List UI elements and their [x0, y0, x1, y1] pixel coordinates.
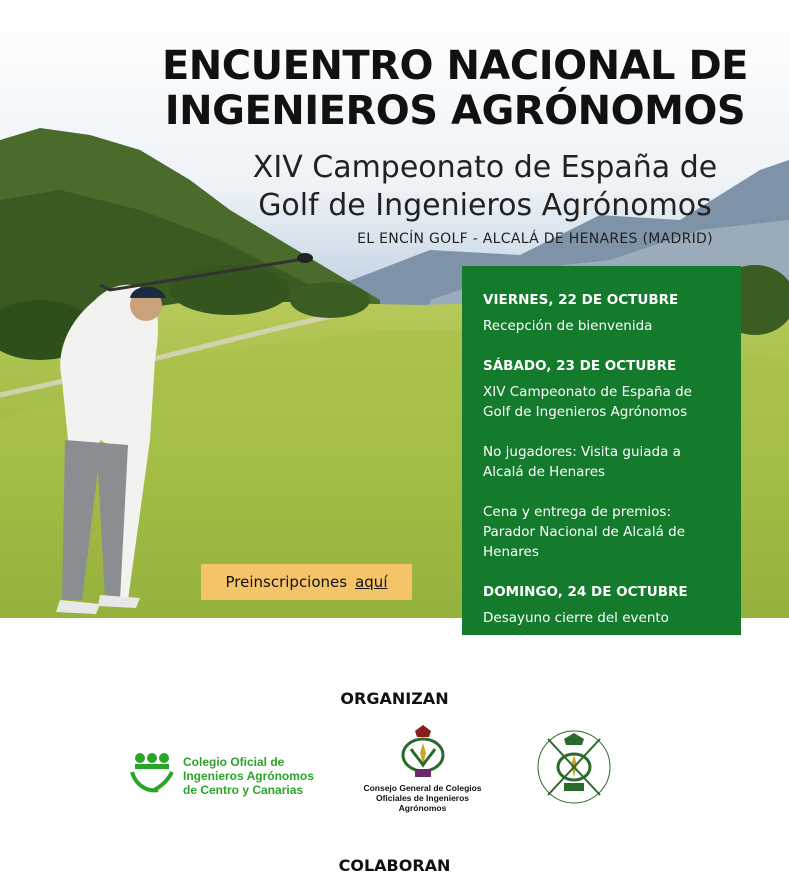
collaborators-heading: COLABORAN: [338, 856, 451, 875]
preregistration-label: Preinscripciones: [225, 573, 348, 591]
preregistration-link[interactable]: aquí: [355, 573, 388, 591]
colegio-emblem-icon: [128, 750, 180, 800]
consejo-logo[interactable]: [355, 725, 490, 820]
consejo-name: [355, 783, 490, 813]
consejo-crest-icon: [393, 725, 453, 781]
title-line-2: INGENIEROS AGRÓNOMOS: [164, 88, 746, 134]
consejo-name-line: Consejo General de Colegios: [363, 783, 482, 793]
consejo-name-line: Oficiales de Ingenieros: [375, 793, 470, 803]
page-title: [150, 44, 760, 134]
schedule-item: No jugadores: Visita guiada a Alcalá de Henares: [483, 444, 681, 480]
colegio-name-line: Colegio Oficial de: [183, 755, 285, 769]
preregistration-banner: [201, 564, 412, 600]
schedule-day-friday: VIERNES, 22 DE OCTUBRE: [483, 292, 679, 308]
schedule-item: Desayuno cierre del evento: [483, 610, 669, 626]
schedule-day-sunday: DOMINGO, 24 DE OCTUBRE: [483, 584, 688, 600]
club-golf-seal-icon: [534, 725, 614, 810]
colegio-name: [183, 755, 314, 797]
schedule-item: XIV Campeonato de España de Golf de Ingenieros Agrónomos: [483, 384, 692, 420]
title-line-1: ENCUENTRO NACIONAL DE: [161, 43, 748, 89]
colegio-name-line: de Centro y Canarias: [183, 783, 304, 797]
subtitle-line-1: XIV Campeonato de España de: [252, 150, 718, 185]
club-golf-logo[interactable]: [534, 725, 614, 810]
venue-text: EL ENCÍN GOLF - ALCALÁ DE HENARES (MADRID): [357, 231, 713, 247]
schedule-day-saturday: SÁBADO, 23 DE OCTUBRE: [483, 358, 677, 374]
schedule-item: Cena y entrega de premios: Parador Nacional de Alcalá de Henares: [483, 504, 686, 560]
colegio-name-line: Ingenieros Agrónomos: [183, 769, 314, 783]
schedule-item: Recepción de bienvenida: [483, 318, 653, 334]
organizers-heading: ORGANIZAN: [340, 689, 449, 708]
subtitle: [230, 149, 740, 225]
colegio-logo[interactable]: [128, 750, 348, 800]
consejo-name-line: Agrónomos: [398, 803, 447, 813]
schedule-panel: [462, 266, 741, 635]
subtitle-line-2: Golf de Ingenieros Agrónomos: [258, 188, 712, 223]
